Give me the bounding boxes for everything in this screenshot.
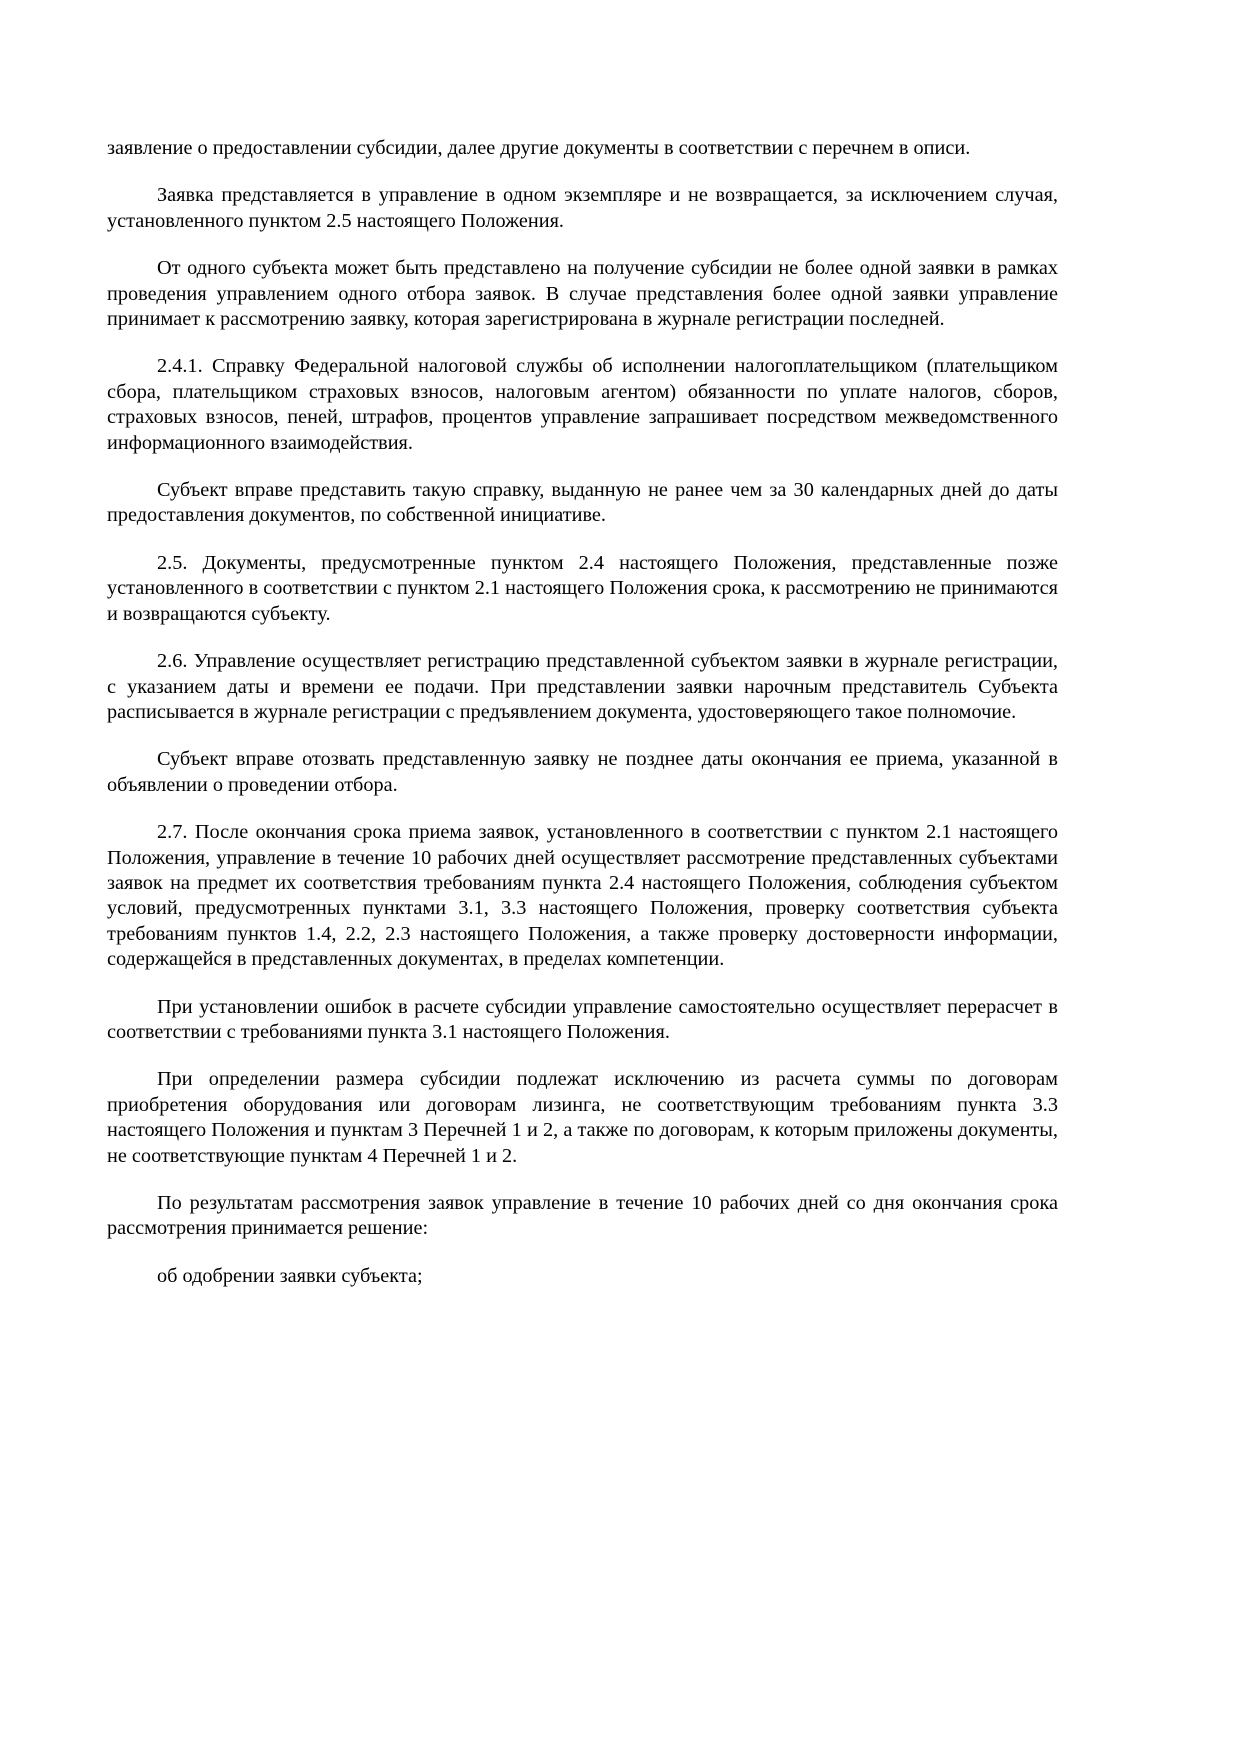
- paragraph: Заявка представляется в управление в одном экземпляре и не возвращается, за исключением случая, установленного пунктом 2.5 настоящего Положения.: [107, 184, 1058, 232]
- document-page: [107, 136, 1058, 1311]
- paragraph: 2.4.1. Справку Федеральной налоговой службы об исполнении налогоплательщиком (плательщиком сбора, плательщиком страховых взносов, налоговым агентом) обязанности по уплате налогов, сборов, страховых взносов, пеней, штрафов, процентов управление запрашивает посредством межведомственного информационного взаимодействия.: [107, 355, 1058, 454]
- paragraph: заявление о предоставлении субсидии, далее другие документы в соответствии с перечнем в описи.: [107, 137, 971, 159]
- paragraph: 2.5. Документы, предусмотренные пунктом 2.4 настоящего Положения, представленные позже установленного в соответствии с пунктом 2.1 настоящего Положения срока, к рассмотрению не принимаются и возвращаются субъекту.: [107, 551, 1058, 625]
- paragraph: По результатам рассмотрения заявок управление в течение 10 рабочих дней со дня окончания срока рассмотрения принимается решение:: [107, 1192, 1058, 1240]
- paragraph: Субъект вправе представить такую справку, выданную не ранее чем за 30 календарных дней до даты предоставления документов, по собственной инициативе.: [107, 479, 1058, 527]
- paragraph: об одобрении заявки субъекта;: [157, 1264, 423, 1287]
- paragraph: Субъект вправе отозвать представленную заявку не позднее даты окончания ее приема, указанной в объявлении о проведении отбора.: [107, 748, 1058, 796]
- paragraph: При установлении ошибок в расчете субсидии управление самостоятельно осуществляет перерасчет в соответствии с требованиями пункта 3.1 настоящего Положения.: [107, 995, 1058, 1043]
- paragraph: 2.7. После окончания срока приема заявок, установленного в соответствии с пунктом 2.1 настоящего Положения, управление в течение 10 рабочих дней осуществляет рассмотрение представленных субъектами заявок на предмет их соответствия требованиям пункта 2.4 настоящего Положения, соблюдения субъектом условий, предусмотренных пунктами 3.1, 3.3 настоящего Положения, проверку соответствия субъекта требованиям пунктов 1.4, 2.2, 2.3 настоящего Положения, а также проверку достоверности информации, содержащейся в представленных документах, в пределах компетенции.: [107, 821, 1058, 971]
- paragraph: При определении размера субсидии подлежат исключению из расчета суммы по договорам приобретения оборудования или договорам лизинга, не соответствующим требованиям пункта 3.3 настоящего Положения и пунктам 3 Перечней 1 и 2, а также по договорам, к которым приложены документы, не соответствующие пунктам 4 Перечней 1 и 2.: [107, 1068, 1058, 1167]
- paragraph: От одного субъекта может быть представлено на получение субсидии не более одной заявки в рамках проведения управлением одного отбора заявок. В случае представления более одной заявки управление принимает к рассмотрению заявку, которая зарегистрирована в журнале регистрации последней.: [107, 257, 1058, 331]
- paragraph: 2.6. Управление осуществляет регистрацию представленной субъектом заявки в журнале регистрации, с указанием даты и времени ее подачи. При представлении заявки нарочным представитель Субъекта расписывается в журнале регистрации с предъявлением документа, удостоверяющего такое полномочие.: [107, 650, 1058, 723]
